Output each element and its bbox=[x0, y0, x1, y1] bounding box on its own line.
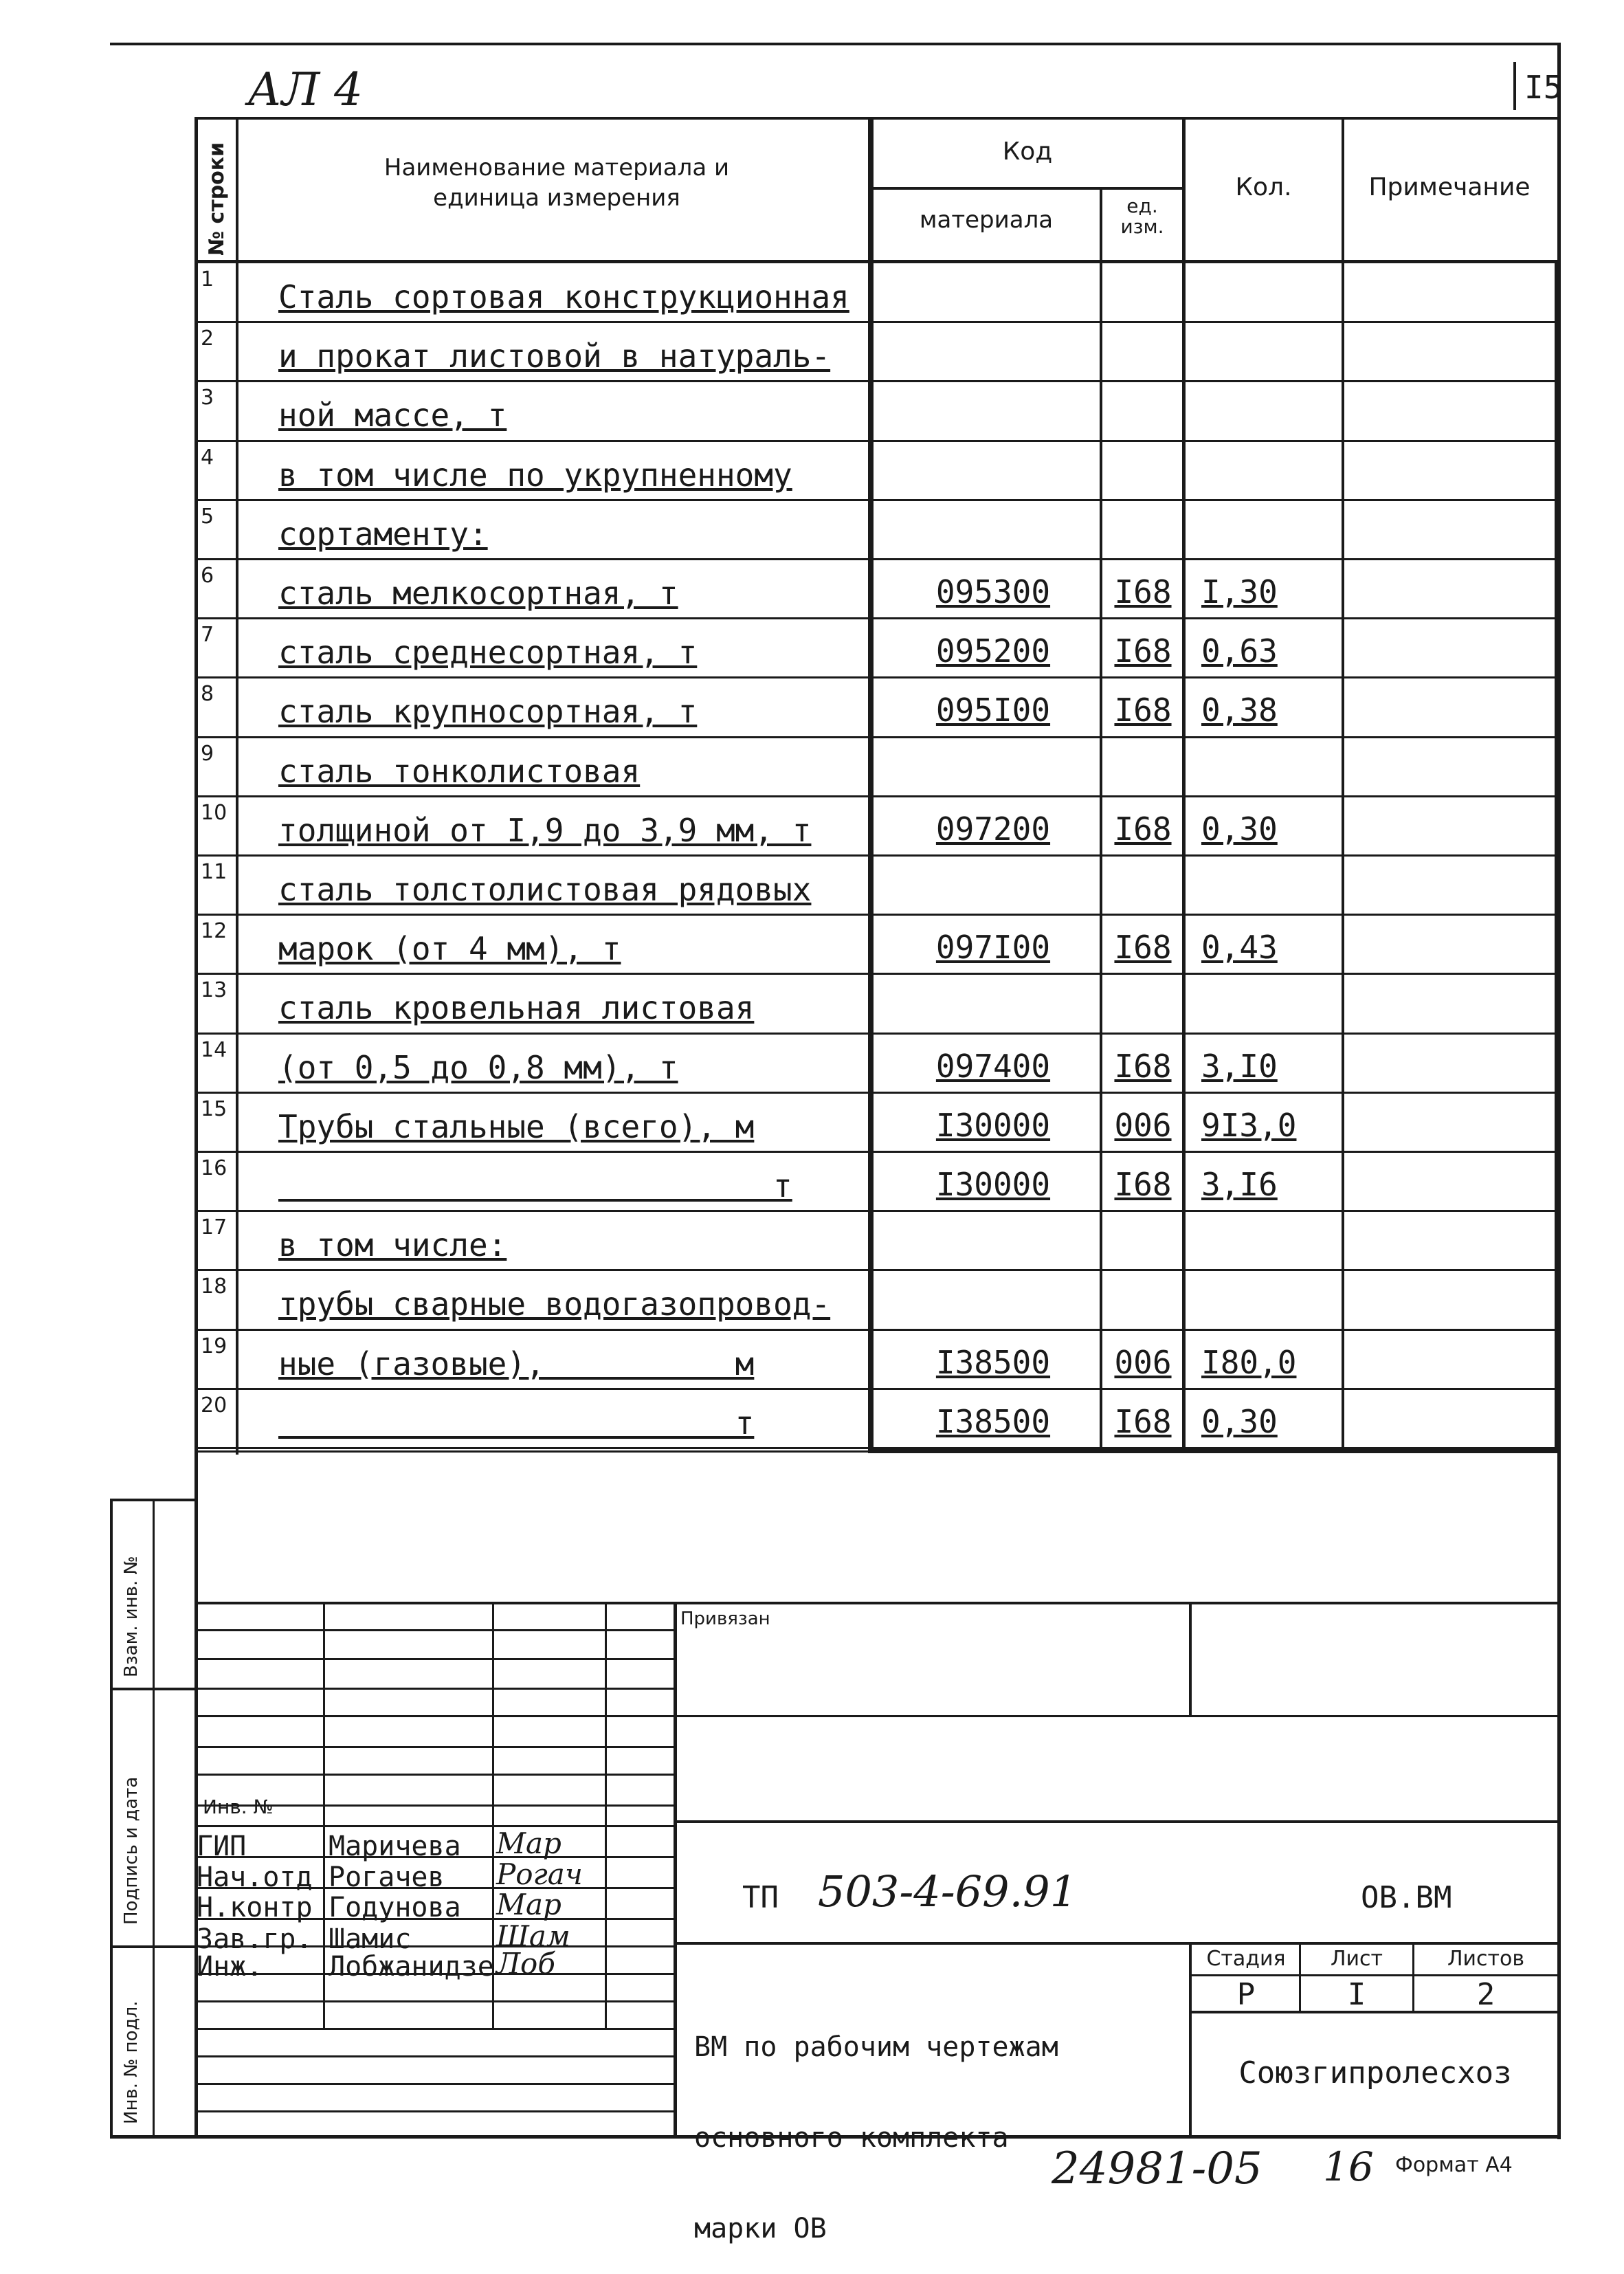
person-role: Н.контр bbox=[197, 1892, 313, 1923]
row-qty: 0,38 bbox=[1201, 692, 1278, 729]
header-code: Код bbox=[1002, 137, 1053, 166]
corner-mark: АЛ 4 bbox=[247, 63, 364, 116]
row-line bbox=[194, 499, 1561, 501]
row-line bbox=[194, 914, 1561, 916]
header-bottom-line bbox=[194, 260, 1561, 263]
stamp-tp-number: 503-4-69.91 bbox=[818, 1866, 1078, 1917]
row-name: сталь тонколистовая bbox=[278, 752, 641, 790]
header-name-line2: единица измерения bbox=[433, 184, 680, 212]
col-rule-code bbox=[1100, 187, 1102, 1452]
header-unit bbox=[1102, 196, 1182, 237]
header-name bbox=[247, 153, 866, 213]
row-unit: 006 bbox=[1114, 1343, 1172, 1381]
row-line bbox=[194, 736, 1561, 738]
side-strip-inner bbox=[153, 1499, 155, 2138]
person-role: Нач.отд bbox=[197, 1862, 313, 1893]
stamp-sheets-label: Листов bbox=[1447, 1947, 1525, 1971]
row-qty: 0,30 bbox=[1201, 810, 1278, 848]
stamp-mark: ОВ.ВМ bbox=[1361, 1880, 1452, 1915]
sheet-index: 16 bbox=[1323, 2143, 1374, 2190]
header-unit-line1: ед. bbox=[1126, 195, 1158, 217]
row-name: Сталь сортовая конструкционная bbox=[278, 278, 849, 316]
stamp-grid-line bbox=[194, 2110, 674, 2112]
header-material: материала bbox=[919, 206, 1054, 234]
col-rule-rowno bbox=[236, 117, 238, 1455]
row-name: сталь толстолистовая рядовых bbox=[278, 871, 812, 908]
row-unit: I68 bbox=[1114, 632, 1172, 670]
header-top-line bbox=[194, 117, 1561, 120]
row-qty: I,30 bbox=[1201, 573, 1278, 610]
person-name: Шамис bbox=[329, 1923, 412, 1955]
row-line bbox=[194, 676, 1561, 678]
stamp-organization: Союзгипролесхоз bbox=[1238, 2055, 1512, 2090]
row-line bbox=[194, 795, 1561, 797]
person-signature: Мар bbox=[496, 1826, 561, 1860]
code-split-line bbox=[871, 187, 1182, 190]
person-role: Инж. bbox=[197, 1951, 263, 1983]
rows-bottom-line bbox=[194, 1450, 871, 1453]
stamp-grid-line bbox=[194, 1774, 674, 1776]
row-code: 097400 bbox=[935, 1047, 1051, 1085]
side-label-vzam: Взам. инв. № bbox=[121, 1556, 142, 1677]
row-line bbox=[194, 1033, 1561, 1035]
stamp-mid bbox=[676, 1820, 1561, 1823]
row-number: 9 bbox=[201, 741, 214, 766]
stamp-tp-label: ТП bbox=[742, 1880, 779, 1915]
stamp-grid-line bbox=[194, 2028, 674, 2030]
row-number: 20 bbox=[201, 1393, 227, 1417]
row-name: Трубы стальные (всего), м bbox=[278, 1107, 755, 1145]
row-line bbox=[194, 617, 1561, 619]
stamp-privyazan-right bbox=[1189, 1602, 1192, 1715]
stamp-desc-right bbox=[1189, 1942, 1192, 2138]
row-number: 18 bbox=[201, 1274, 227, 1299]
row-line bbox=[194, 380, 1561, 382]
doc-number: 24981-05 bbox=[1052, 2143, 1263, 2194]
row-number: 10 bbox=[201, 800, 227, 825]
row-unit: I68 bbox=[1114, 573, 1172, 610]
row-number: 3 bbox=[201, 386, 214, 410]
col-rule-name bbox=[868, 117, 874, 1452]
row-number: 16 bbox=[201, 1156, 227, 1180]
row-unit: I68 bbox=[1114, 810, 1172, 848]
row-code: I30000 bbox=[935, 1106, 1051, 1144]
stamp-grid-line bbox=[194, 1715, 674, 1717]
row-number: 11 bbox=[201, 860, 227, 884]
row-code: I38500 bbox=[935, 1402, 1051, 1440]
header-note: Примечание bbox=[1368, 173, 1531, 201]
row-name: сталь мелкосортная, т bbox=[278, 575, 678, 612]
row-code: I30000 bbox=[935, 1166, 1051, 1203]
person-name: Лобжанидзе bbox=[329, 1951, 494, 1983]
row-code: 095200 bbox=[935, 632, 1051, 670]
row-number: 15 bbox=[201, 1096, 227, 1121]
stamp-grid-line bbox=[194, 1746, 674, 1748]
row-code: I38500 bbox=[935, 1343, 1051, 1381]
stamp-privyazan: Привязан bbox=[680, 1609, 770, 1629]
person-signature: Мар bbox=[496, 1888, 561, 1921]
top-border bbox=[110, 43, 1560, 45]
row-number: 1 bbox=[201, 267, 214, 291]
person-signature: Рогач bbox=[496, 1857, 583, 1891]
stamp-description bbox=[694, 1972, 1058, 2274]
row-line bbox=[194, 1092, 1561, 1094]
stamp-grid-line bbox=[194, 2083, 674, 2085]
col-rule-qty bbox=[1342, 117, 1344, 1452]
header-row-number: № строки bbox=[205, 142, 229, 256]
person-signature: Лоб bbox=[496, 1947, 555, 1980]
row-qty: I80,0 bbox=[1201, 1343, 1297, 1381]
row-line bbox=[194, 1269, 1561, 1271]
row-number: 7 bbox=[201, 623, 214, 648]
row-unit: I68 bbox=[1114, 692, 1172, 729]
people-col-1 bbox=[323, 1602, 325, 2028]
table-bottom-line bbox=[868, 1449, 1561, 1453]
row-unit: I68 bbox=[1114, 1166, 1172, 1203]
row-name: сталь кровельная листовая bbox=[278, 989, 755, 1027]
row-line bbox=[194, 1151, 1561, 1153]
stamp-sheets: 2 bbox=[1476, 1977, 1495, 2012]
stamp-sheet: I bbox=[1347, 1977, 1366, 2012]
row-line bbox=[194, 558, 1561, 560]
side-label-inv-podl: Инв. № подл. bbox=[121, 2000, 142, 2124]
row-name: марок (от 4 мм), т bbox=[278, 930, 621, 968]
row-name: толщиной от I,9 до 3,9 мм, т bbox=[278, 811, 812, 849]
stamp-desc-top bbox=[676, 1942, 1561, 1945]
row-name: в том числе: bbox=[278, 1226, 507, 1264]
stamp-inv-no: Инв. № bbox=[203, 1796, 274, 1818]
row-number: 2 bbox=[201, 327, 214, 351]
people-col-3 bbox=[605, 1602, 607, 2028]
row-line bbox=[194, 321, 1561, 323]
stamp-grid-line bbox=[194, 1658, 674, 1660]
stamp-sheet-label: Лист bbox=[1330, 1947, 1383, 1971]
stamp-grid-line bbox=[194, 1629, 674, 1631]
row-name: т bbox=[278, 1167, 792, 1204]
row-qty: 9I3,0 bbox=[1201, 1106, 1297, 1144]
row-number: 17 bbox=[201, 1215, 227, 1240]
row-name: ные (газовые), м bbox=[278, 1345, 755, 1382]
col-rule-unit bbox=[1182, 117, 1186, 1452]
row-line bbox=[194, 440, 1561, 442]
row-name: в том числе по укрупненному bbox=[278, 456, 792, 494]
header-qty: Кол. bbox=[1235, 173, 1292, 201]
person-signature: Шам bbox=[496, 1919, 570, 1953]
row-line bbox=[194, 973, 1561, 975]
row-line bbox=[194, 854, 1561, 857]
row-name: сталь крупносортная, т bbox=[278, 693, 698, 731]
side-label-podpis: Подпись и дата bbox=[121, 1776, 142, 1925]
row-name: сортаменту: bbox=[278, 515, 488, 553]
row-code: 095300 bbox=[935, 573, 1051, 610]
row-qty: 3,I0 bbox=[1201, 1047, 1278, 1085]
person-role: ГИП bbox=[197, 1831, 247, 1862]
row-code: 095I00 bbox=[935, 692, 1051, 729]
stamp-desc-line3: марки ОВ bbox=[694, 2213, 827, 2244]
row-name: ной массе, т bbox=[278, 397, 507, 434]
row-line bbox=[194, 1388, 1561, 1390]
person-name: Рогачев bbox=[329, 1862, 445, 1893]
header-unit-line2: изм. bbox=[1120, 215, 1164, 238]
row-number: 19 bbox=[201, 1334, 227, 1358]
row-line bbox=[194, 1210, 1561, 1212]
row-code: 097200 bbox=[935, 810, 1051, 848]
page-number-tick bbox=[1513, 62, 1516, 110]
row-name: и прокат листовой в натураль- bbox=[278, 338, 831, 375]
stamp-desc-line1: ВМ по рабочим чертежам bbox=[694, 2031, 1058, 2063]
stamp-privyazan-bottom bbox=[676, 1715, 1561, 1717]
stamp-grid-line bbox=[194, 1688, 674, 1690]
row-line bbox=[194, 1329, 1561, 1331]
row-unit: 006 bbox=[1114, 1106, 1172, 1144]
side-strip-left bbox=[110, 1499, 113, 2138]
header-name-line1: Наименование материала и bbox=[383, 154, 730, 181]
row-unit: I68 bbox=[1114, 1047, 1172, 1085]
row-number: 5 bbox=[201, 504, 214, 529]
row-qty: 3,I6 bbox=[1201, 1166, 1278, 1203]
stamp-main-left bbox=[674, 1602, 677, 2138]
stamp-stage: Р bbox=[1236, 1977, 1256, 2012]
page-number: I5 bbox=[1524, 69, 1563, 106]
row-qty: 0,43 bbox=[1201, 929, 1278, 967]
stamp-grid-line bbox=[194, 1825, 674, 1827]
stamp-desc-line2: основного комплекта bbox=[694, 2122, 1009, 2154]
person-role: Зав.гр. bbox=[197, 1923, 313, 1955]
row-qty: 0,30 bbox=[1201, 1402, 1278, 1440]
row-unit: I68 bbox=[1114, 929, 1172, 967]
row-number: 8 bbox=[201, 682, 214, 707]
stamp-top bbox=[194, 1602, 1561, 1604]
row-code: 097I00 bbox=[935, 929, 1051, 967]
stamp-stage-mid bbox=[1191, 1974, 1561, 1976]
row-name: (от 0,5 до 0,8 мм), т bbox=[278, 1048, 678, 1086]
stamp-stage-label: Стадия bbox=[1206, 1947, 1286, 1971]
row-name: трубы сварные водогазопровод- bbox=[278, 1285, 831, 1323]
stamp-grid-line bbox=[194, 2055, 674, 2057]
person-name: Годунова bbox=[329, 1892, 461, 1923]
row-unit: I68 bbox=[1114, 1402, 1172, 1440]
row-number: 6 bbox=[201, 564, 214, 588]
row-qty: 0,63 bbox=[1201, 632, 1278, 670]
person-name: Маричева bbox=[329, 1831, 461, 1862]
format-label: Формат А4 bbox=[1395, 2153, 1513, 2177]
row-name: сталь среднесортная, т bbox=[278, 634, 698, 672]
row-number: 12 bbox=[201, 919, 227, 944]
row-number: 14 bbox=[201, 1037, 227, 1062]
row-number: 4 bbox=[201, 445, 214, 470]
row-name: т bbox=[278, 1404, 755, 1442]
row-number: 13 bbox=[201, 978, 227, 1003]
stamp-grid-line bbox=[194, 2000, 674, 2002]
